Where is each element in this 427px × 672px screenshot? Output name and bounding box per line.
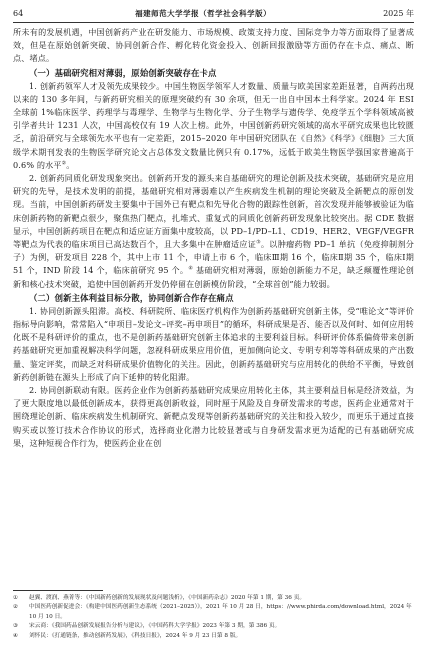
paragraph-s1-1: [13, 80, 414, 172]
footnote-mark: ④: [13, 632, 19, 639]
paragraph-text: 。以肿瘤药物 PD–1 单抗（免疫抑制剂分子）为例，研发项目 228 个，其中上市 11 个，申请上市 6 个，临床Ⅲ期 16 个，临床Ⅱ期 35 个，临床Ⅰ期 51 个，IND 阶段 14 个，临床前研究 95 个。: [13, 239, 414, 276]
section-heading-2: （二）创新主体利益目标分散，协同创新合作存在痛点: [29, 292, 234, 303]
footnote-text: 赵翼、渡润、燕菁等：《中国新药创新的发展现状及问题浅析》，《中国新药杂志》2020 年第 1 期，第 36 页。: [29, 595, 306, 601]
footnote-item: [13, 603, 414, 622]
footnote-text: 宋云商：《我国药品创新发展报告分析与建议》，《中国药科大学学报》2023 年第 3 期，第 386 页。: [29, 623, 281, 630]
running-header: [13, 6, 414, 23]
footnote-ref[interactable]: ②: [61, 160, 67, 167]
footnotes: [13, 590, 414, 641]
footnote-text: 刘怀民：《打通链条，推动创新药发展》，《科技日报》，2024 年 9 月 23 日第 8 版。: [29, 632, 242, 639]
publication-year: 2025 年: [383, 8, 414, 18]
paragraph-text: 2. 创新药同质化研发现象突出。创新药开发的源头来自基础研究的理论创新及技术突破，基础研究是应用研究的先导，是技术发明的前提，基础研究相对薄弱难以产生疾病发生机制的理论突破及全新靶点的原创发现。当前，中国创新药研发主要集中于国外已有靶点和先导化合物的跟踪性创新，首次发现并能够被验证为临床创新药物的新靶点很少，聚焦热门靶点，扎堆式、重复式的同质化创新药研发现象比较突出。据 CDE 数据显示，中国创新药项目在靶点和适应证方面集中度较高，以 PD–1/PD–L1、CD19、HER2、VEGF/VEGFR 等靶点为代表的临床项目已高达数百个，且大多集中在肿瘤适应证: [13, 173, 414, 250]
paragraph-text: 1. 创新药领军人才及领先成果较少。中国生物医学领军人才数量、质量与欧美国家差距显著，自两药出现以来的 130 多年间，与新药研究相关的原理突破约有 30 余项，但无一出自中国本土科学家。2024 年 ESI 全球前 1%临床医学、药理学与毒理学、生物学与生物化学、分子生物学与遗传学、免疫学五个学科领域高被引学者共计 1231 人次，中国高校仅有 19 人次上榜。此外，中国创新药研究领域的高水平研究成果也比较匮乏，前沿研究与全球领先水平也有一定差距，2015–2020 年中国研究团队在《自然》《科学》《细胞》三大顶级学术期刊发表的生物医学研究论文占总体发文数量比例只有 0.17%，远低于欧美生物医学强国家普遍高于 0.6% 的水平: [13, 80, 414, 170]
journal-title: 福建师范大学学报（哲学社会科学版）: [135, 8, 272, 18]
footnote-ref[interactable]: ③: [256, 239, 261, 246]
page-number: 64: [13, 8, 24, 18]
footnote-item: [13, 622, 414, 631]
footnote-item: [13, 594, 414, 603]
footnote-mark: ③: [13, 623, 19, 630]
intro-paragraph: 所未有的发展机遇，中国创新药产业在研发能力、市场规模、政策支持力度、国际竞争力等方面取得了显著成效，但是在原始创新突破、协同创新合作、孵化转化资金投入、创新回报激励等方面仍存在卡点、痛点、断点、堵点。: [13, 27, 414, 64]
paragraph-s2-1: 1. 协同创新源头阻滞。高校、科研院所、临床医疗机构作为创新药基础研究创新主体，受“唯论文”等评价指标导向影响，常常陷入“申项目–发论文–评奖–再申项目”的循环，科研成果是否、能否以及何时、如何应用转化既不是科研评价的重点，也不是创新药基础研究创新主体追求的主要利益目标。科研评价体系偏倚带来创新药基础研究更加重视解决科学问题，忽视科研成果应用价值，更加侧向论文、专明专利等等科研成果的产出数量、鉴定评奖，而缺乏对科研成果价值物化的关注。因此，创新药基础研究与应用转化的供给不平衡，导致创新药创新链在源头上形成了向下延伸的转化阻滞。: [13, 305, 414, 382]
footnote-mark: ②: [13, 604, 19, 611]
paragraph-text: 基础研究相对薄弱，原始创新能力不足，缺乏颠覆性理论创新和核心技术突破，追使中国创新药开发仍停留在创新模仿阶段，“全球首创”能力较弱。: [13, 265, 414, 289]
footnote-ref[interactable]: ④: [188, 265, 194, 272]
paragraph-text: 。: [66, 159, 75, 170]
section-heading-1: （一）基础研究相对薄弱，原始创新突破存在卡点: [29, 67, 217, 78]
main-body: [13, 26, 414, 450]
footnote-item: [13, 632, 414, 641]
paragraph-s2-2: 2. 协同创新联动有限。医药企业作为创新药基础研究成果应用转化主体，其主要利益目标是经济效益，为了更大限度地以最低创新成本，获得更高创新收益，同时厘于风险及自身研发需求的考虑，医药企业通常对于围绕理论创新、临床疾病发生机制研究、新靶点发现等创新药基础研究的关注和投入较少，而更乐于通过直接购买或以签订技术合作协议的形式，选择商业化潜力比较显著或与自身研发需求更为适配的已有基础研究成果，这种短视合作行为，使医药企业在创: [13, 385, 414, 448]
footnote-text: 中国医药创新促进会：《构建中国医药创新生态系统（2021–2025）》，2021 年 10 月 28 日，https：//www.phirda.com/download.html，2024 年 10 月 10 日。: [29, 604, 412, 620]
footnote-mark: ①: [13, 595, 19, 601]
paragraph-s1-2: [13, 172, 414, 291]
footnote-divider: [13, 590, 103, 591]
